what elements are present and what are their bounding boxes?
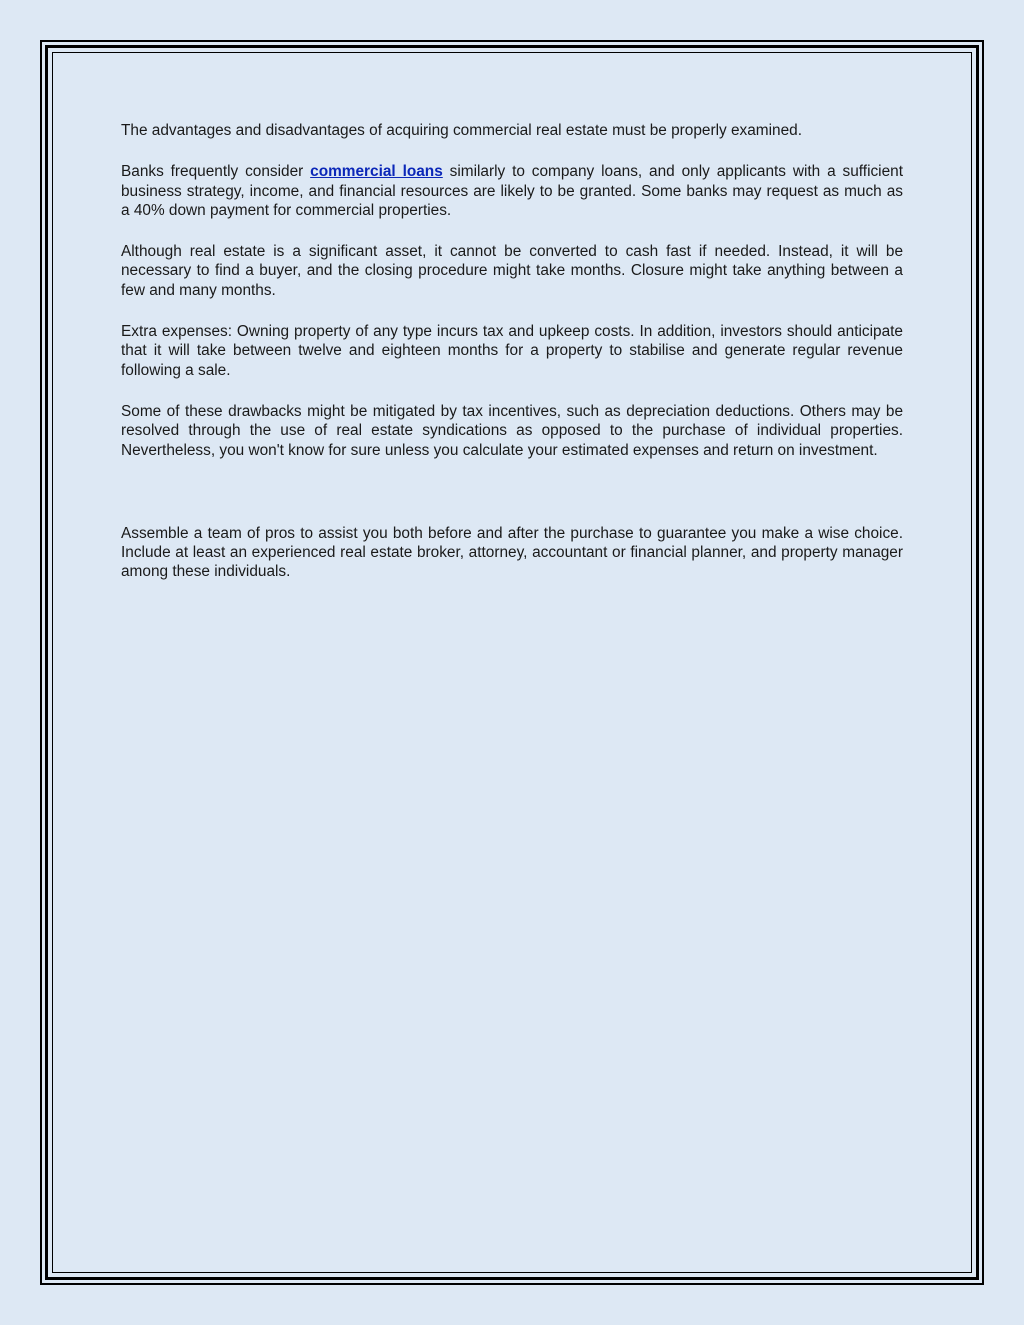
commercial-loans-link[interactable]: commercial loans <box>310 163 443 181</box>
paragraph-intro: The advantages and disadvantages of acquiring commercial real estate must be properly examined. <box>121 122 802 139</box>
paragraph-bank-loans <box>121 162 903 220</box>
paragraph-bank-loans-lead: Banks frequently consider <box>121 163 311 181</box>
document-body <box>121 121 903 604</box>
paragraph-extra-expenses: Extra expenses: Owning property of any type incurs tax and upkeep costs. In addition, investors should anticipate that it will take between twelve and eighteen months for a property to stabilise and generate regular revenue following a sale. <box>121 323 903 379</box>
paragraph-drawbacks: Some of these drawbacks might be mitigated by tax incentives, such as depreciation deductions. Others may be resolved through the use of real estate syndications as opposed to the purchase of individual properties. Nevertheless, you won't know for sure unless you calculate your estimated expenses and return on investment. <box>121 402 903 459</box>
paragraph-team: Assemble a team of pros to assist you both before and after the purchase to guarantee you make a wise choice. Include at least an experienced real estate broker, attorney, accountant or financial planner, and property manager among these individuals. <box>121 524 903 581</box>
paragraph-liquidity: Although real estate is a significant asset, it cannot be converted to cash fast if needed. Instead, it will be necessary to find a buyer, and the closing procedure might take months. Closure might take anything between a few and many months. <box>121 243 903 299</box>
paragraph-bank-loans-rest: similarly to company loans, and only applicants with a sufficient business strategy, income, and financial resources are likely to be granted. Some banks may request as much as a 40% down payment for commercial properties. <box>121 163 903 219</box>
